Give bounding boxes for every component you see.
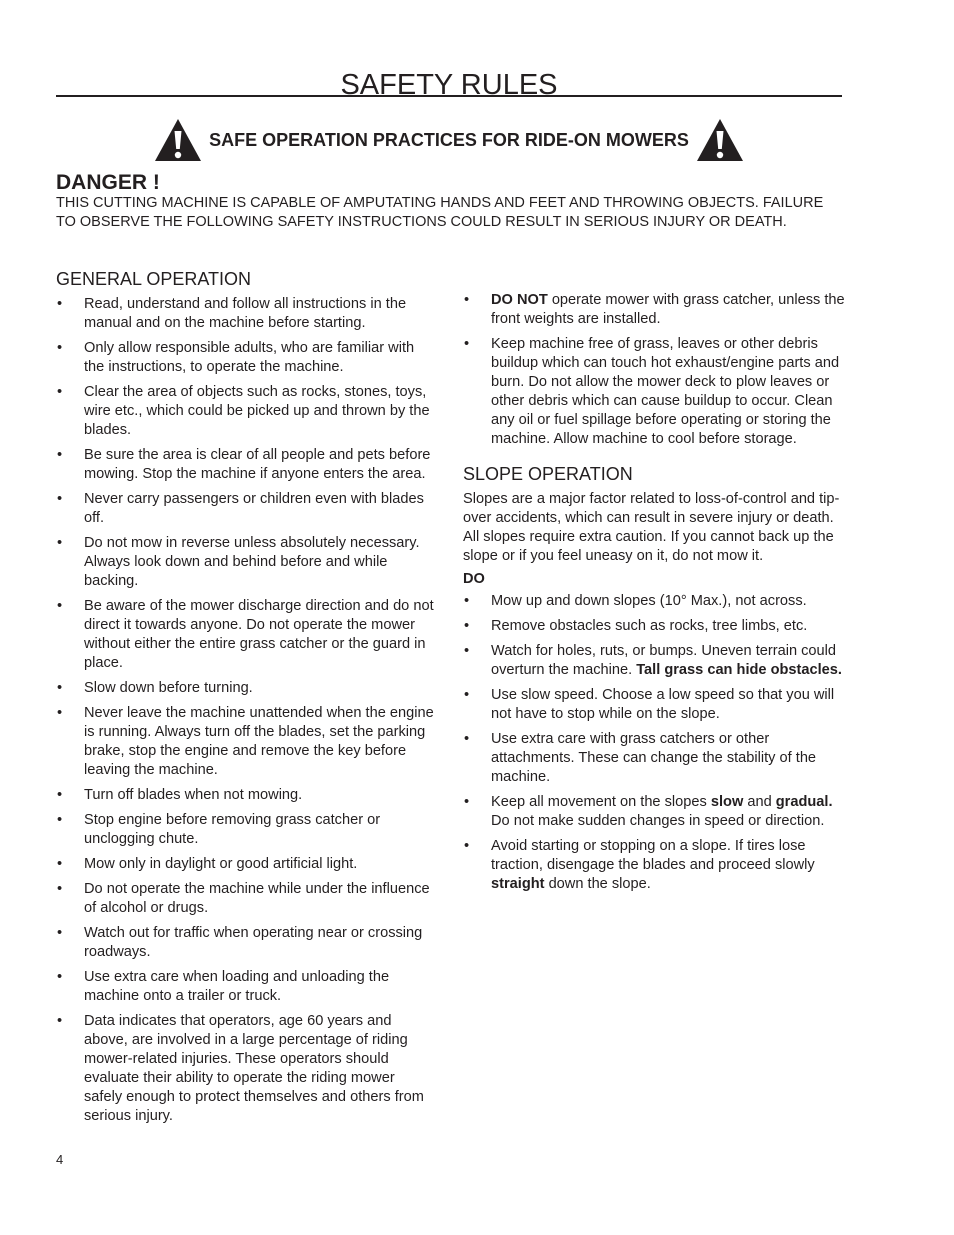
list-item: • Mow up and down slopes (10° Max.), not across. [463, 592, 847, 611]
title-divider [56, 95, 842, 97]
left-column [56, 268, 436, 1132]
list-item: • Remove obstacles such as rocks, tree limbs, etc. [463, 617, 847, 636]
do-label: DO [463, 571, 485, 587]
list-item: • Use extra care with grass catchers or other attachments. These can change the stability of the machine. [463, 730, 847, 787]
list-item: • Use slow speed. Choose a low speed so that you will not have to stop while on the slope. [463, 686, 847, 724]
slope-do-list [463, 592, 847, 894]
list-item: • Be sure the area is clear of all people and pets before mowing. Stop the machine if anyone enters the area. [56, 446, 436, 484]
list-item: • Slow down before turning. [56, 679, 436, 698]
list-item: • Do not mow in reverse unless absolutely necessary. Always look down and behind before and while backing. [56, 534, 436, 591]
list-item: • Read, understand and follow all instructions in the manual and on the machine before starting. [56, 295, 436, 333]
page-number: 4 [56, 1152, 64, 1167]
page-title: SAFETY RULES [340, 69, 558, 102]
list-item: • Clear the area of objects such as rocks, stones, toys, wire etc., which could be picked up and thrown by the blades. [56, 383, 436, 440]
slope-operation-intro: Slopes are a major factor related to loss-of-control and tip-over accidents, which can result in severe injury or death. All slopes require extra caution. If you cannot back up the slope or if you feel uneasy on it, do not mow it. [463, 491, 840, 564]
list-item: • Data indicates that operators, age 60 years and above, are involved in a large percentage of riding mower-related injuries. These operators should evaluate their ability to operate the riding mower safely enough to protect themselves and others from serious injury. [56, 1012, 436, 1126]
list-item: • Mow only in daylight or good artificial light. [56, 855, 436, 874]
list-item: • Keep machine free of grass, leaves or other debris buildup which can touch hot exhaust/engine parts and burn. Do not allow the mower deck to plow leaves or other debris which can cause buildup to occur. Clean any oil or fuel spillage before operating or storing the machine. Allow machine to cool before storage. [463, 335, 847, 449]
warning-triangle-icon [153, 117, 203, 163]
list-item: • Watch out for traffic when operating near or crossing roadways. [56, 924, 436, 962]
danger-heading: DANGER ! [56, 171, 160, 194]
warning-banner-text: SAFE OPERATION PRACTICES FOR RIDE-ON MOWERS [209, 129, 689, 150]
warning-triangle-icon [695, 117, 745, 163]
general-operation-list [56, 295, 436, 1126]
danger-warning-text: THIS CUTTING MACHINE IS CAPABLE OF AMPUTATING HANDS AND FEET AND THROWING OBJECTS. FAILURE TO OBSERVE THE FOLLOWING SAFETY INSTRUCTIONS COULD RESULT IN SERIOUS INJURY OR DEATH. [56, 195, 824, 230]
list-item: • Watch for holes, ruts, or bumps. Uneven terrain could overturn the machine. Tall grass can hide obstacles. [463, 642, 847, 680]
list-item: • Avoid starting or stopping on a slope. If tires lose traction, disengage the blades and proceed slowly straight down the slope. [463, 837, 847, 894]
list-item: • Never carry passengers or children even with blades off. [56, 490, 436, 528]
general-operation-list-continued [463, 291, 847, 449]
warning-banner [56, 116, 842, 164]
list-item: • DO NOT operate mower with grass catcher, unless the front weights are installed. [463, 291, 847, 329]
right-column [463, 291, 847, 900]
list-item: • Do not operate the machine while under the influence of alcohol or drugs. [56, 880, 436, 918]
list-item: • Keep all movement on the slopes slow and gradual. Do not make sudden changes in speed or direction. [463, 793, 847, 831]
list-item: • Turn off blades when not mowing. [56, 786, 436, 805]
list-item: • Only allow responsible adults, who are familiar with the instructions, to operate the machine. [56, 339, 436, 377]
general-operation-heading: GENERAL OPERATION [56, 269, 252, 289]
slope-operation-heading: SLOPE OPERATION [463, 464, 633, 484]
list-item: • Stop engine before removing grass catcher or unclogging chute. [56, 811, 436, 849]
list-item: • Be aware of the mower discharge direction and do not direct it towards anyone. Do not operate the mower without either the entire grass catcher or the guard in place. [56, 597, 436, 673]
list-item: • Use extra care when loading and unloading the machine onto a trailer or truck. [56, 968, 436, 1006]
list-item: • Never leave the machine unattended when the engine is running. Always turn off the blades, set the parking brake, stop the engine and remove the key before leaving the machine. [56, 704, 436, 780]
